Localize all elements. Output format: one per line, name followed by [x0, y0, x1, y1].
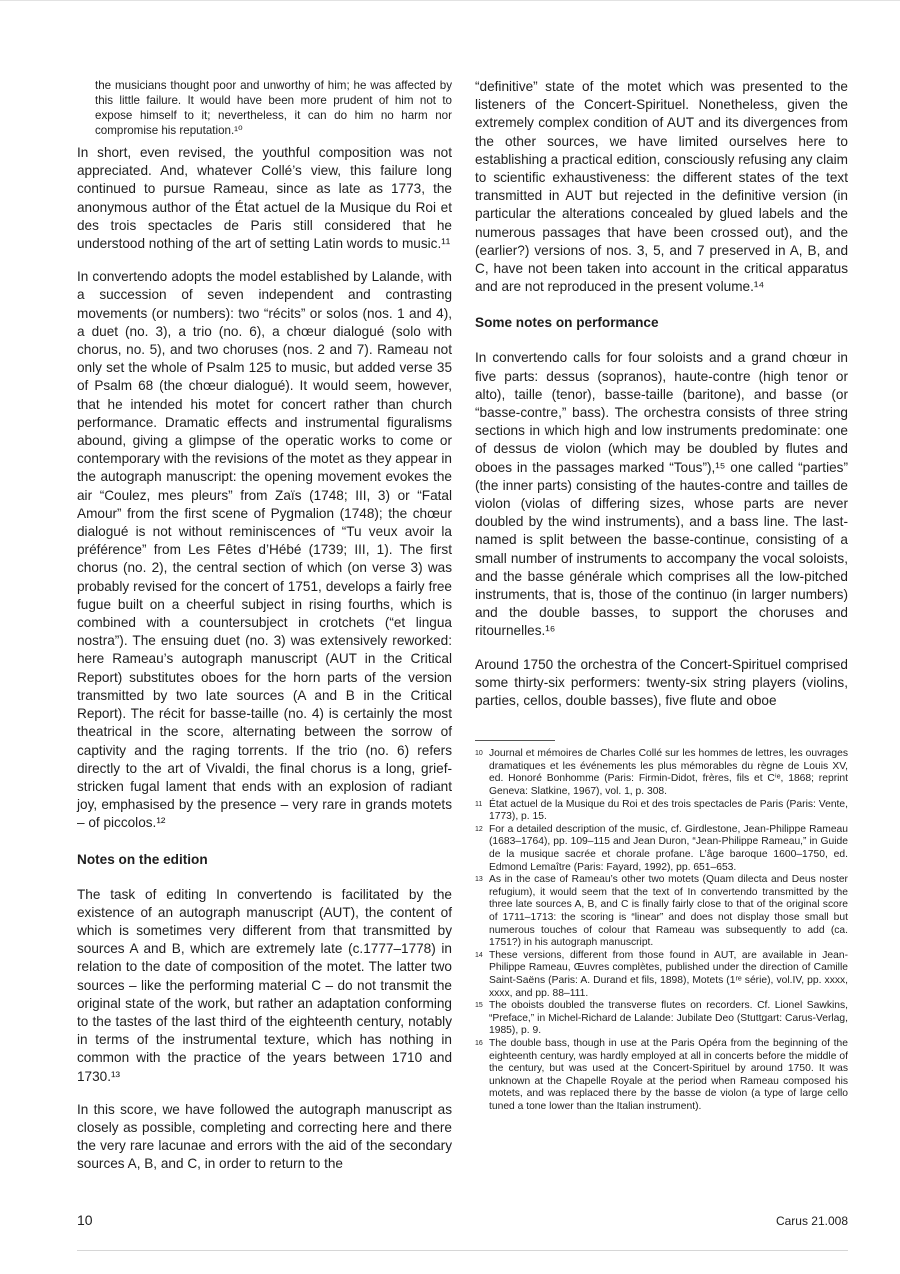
footnote-text: The oboists doubled the transverse flutes on recorders. Cf. Lionel Sawkins, “Preface,” in Michel-Richard de Lalande: Jubilate Deo (Stuttgart: Carus-Verlag, 1985), p. 9. — [489, 1000, 848, 1037]
footnote-text: As in the case of Rameau’s other two motets (Quam dilecta and Deus noster refugium), it would seem that the text of In convertendo transmitted by the three late sources A, B, and C is finally fairly close to that of the original score of 1711–1713: the scoring is “linear” and does not display those small but numerous touches of colour that Rameau was subsequently to add (ca. 1751?) in his autograph manuscript. — [489, 874, 848, 949]
footnote-number: 14 — [475, 951, 483, 959]
page-number: 10 — [77, 1212, 93, 1228]
footnote-text: For a detailed description of the music, cf. Girdlestone, Jean-Philippe Rameau (1683–1764), pp. 109–115 and Jean Duron, “Jean-Philippe Rameau,” in Guide de la musique sacrée et chorale profane. L’âge baroque 1600–1750, ed. Edmond Lemaître (Paris: Fayard, 1992), pp. 651–653. — [489, 823, 848, 873]
paragraph: In this score, we have followed the autograph manuscript as closely as possible, completing and correcting here and there the very rare lacunae and errors with the aid of the secondary sources A, B, and C, in order to return to the — [77, 1101, 452, 1172]
bottom-rule — [77, 1250, 848, 1251]
footnote — [475, 874, 848, 950]
paragraph: Around 1750 the orchestra of the Concert-Spirituel comprised some thirty-six performers: twenty-six string players (violins, parties, cellos, double basses), five flute and oboe — [475, 656, 848, 709]
footnote-number: 16 — [475, 1039, 483, 1047]
paragraph: “definitive” state of the motet which was presented to the listeners of the Concert-Spirituel. Nonetheless, given the extremely complex condition of AUT and its divergences from the other sources, we have limited ourselves here to establishing a practical edition, consciously refusing any claim to scientific exhaustiveness: the different states of the text transmitted in AUT but rejected in the definitive version (in particular the alterations concealed by glued labels and the numerous passages that have been crossed out), and the (earlier?) versions of nos. 3, 5, and 7 preserved in A, B, and C, have not been taken into account in the critical apparatus and are not reproduced in the present volume.¹⁴ — [475, 79, 848, 295]
catalog-number: Carus 21.008 — [775, 1214, 848, 1228]
footnote-text: These versions, different from those found in AUT, are available in Jean-Philippe Rameau, Œuvres complètes, published under the direction of Camille Saint-Saëns (Paris: A. Durand et fils, 1898), Motets (1ʳᵉ série), vol.IV, pp. xxxx, xxxx, and pp. 88–111. — [489, 949, 848, 999]
section-heading: Notes on the edition — [77, 851, 208, 867]
footnote — [475, 748, 848, 798]
footnote-number: 13 — [475, 876, 483, 884]
footnote — [475, 950, 848, 1000]
left-column — [77, 78, 452, 1174]
paragraph: The task of editing In convertendo is facilitated by the existence of an autograph manuscript (AUT), the content of which is sometimes very different from that transmitted by sources A and B, which are extremely late (c.1777–1778) in relation to the date of composition of the motet. The latter two sources – like the performing material C – do not transmit the original state of the work, but rather an adaptation conforming to the tastes of the last third of the eighteenth century, notably in terms of the instrumental texture, which has nothing in common with the practice of the years between 1710 and 1730.¹³ — [77, 886, 452, 1084]
paragraph: In convertendo adopts the model established by Lalande, with a succession of seven independent and contrasting movements (or numbers): two “récits” or solos (nos. 1 and 4), a duet (no. 3), a trio (no. 6), a chœur dialogué (solo with chorus, no. 5), and two choruses (nos. 2 and 7). Rameau not only set the whole of Psalm 125 to music, but added verse 35 of Psalm 68 (the chœur dialogué). It would seem, however, that he intended his motet for concert rather than church performance. Dramatic effects and instrumental figuralisms abound, giving a glimpse of the operatic works to come or contemporary with the revisions of the motet as they appear in the autograph manuscript: the opening movement evokes the air “Coulez, mes pleurs” from Zaïs (1748; III, 3) or “Fatal Amour” from the first scene of Pygmalion (1748); the chœur dialogué is not without reminiscences of “Tu veux avoir la préférence” from Les Fêtes d’Hébé (1739; III, 1). The first chorus (no. 2), the central section of which (on verse 3) was probably revised for the concert of 1751, develops a fairly free fugue built on a cheerful subject in rising fourths, which is combined with a countersubject in crotchets (“et lingua nostra”). The ensuing duet (no. 3) was extensively reworked: here Rameau’s autograph manuscript (AUT in the Critical Report) substitutes oboes for the horn parts of the version transmitted by two late sources (A and B in the Critical Report). The récit for basse-taille (no. 4) is certainly the most theatrical in the score, alternating between the sorrow of captivity and the raging torrents. If the trio (no. 6) refers directly to the art of Vivaldi, the final chorus is a long, grief-stricken fugal lament that ends with an explosion of radiant joy, emphasised by the presence – very rare in grands motets – of piccolos.¹² — [77, 269, 452, 831]
right-column — [475, 78, 848, 1114]
footnote-number: 11 — [475, 800, 483, 808]
footnotes — [475, 748, 848, 1113]
footnote-number: 12 — [475, 825, 483, 833]
footnote — [475, 799, 848, 824]
footnote-number: 15 — [475, 1002, 483, 1010]
footnote — [475, 824, 848, 874]
footnote-text: État actuel de la Musique du Roi et des trois spectacles de Paris (Paris: Vente, 1773), p. 15. — [489, 798, 848, 823]
top-rule — [0, 0, 900, 1]
footnote — [475, 1038, 848, 1114]
footnote-text: Journal et mémoires de Charles Collé sur les hommes de lettres, les ouvrages dramatiques et les événements les plus mémorables du règne de Louis XV, ed. Honoré Bonhomme (Paris: Firmin-Didot, frères, fils et Cⁱᵉ, 1868; reprint Geneva: Slatkine, 1967), vol. 1, p. 308. — [489, 748, 848, 798]
paragraph: In short, even revised, the youthful composition was not appreciated. And, whatever Collé’s view, this failure long continued to pursue Rameau, since as late as 1773, the anonymous author of the État actuel de la Musique du Roi et des trois spectacles de Paris still considered that he understood nothing of the art of setting Latin words to music.¹¹ — [77, 145, 452, 252]
paragraph: In convertendo calls for four soloists and a grand chœur in five parts: dessus (sopranos), haute-contre (high tenor or alto), taille (tenor), basse-taille (baritone), and basse (or “basse-contre,” bass). The orchestra consists of three string sections in which high and low instruments predominate: one of dessus de violon (which may be doubled by flutes and oboes in the passages marked “Tous”),¹⁵ one called “parties” (the inner parts) consisting of the hautes-contre and tailles de violon (violas of differing sizes, whose parts are never doubled by the wind instruments), and a bass line. The last-named is split between the basse-continue, consisting of a small number of instruments to accompany the vocal soloists, and the basse générale which comprises all the low-pitched instruments, that is, those of the continuo (in larger numbers) and the double basses, to support the choruses and ritournelles.¹⁶ — [475, 350, 848, 639]
footnote-number: 10 — [475, 750, 483, 758]
block-quote: the musicians thought poor and unworthy of him; he was affected by this little failure. It would have been more prudent of him not to expose himself to it; nevertheless, it can do him no harm nor compromise his reputation.¹⁰ — [95, 79, 452, 137]
section-heading: Some notes on performance — [475, 315, 659, 331]
footnote-text: The double bass, though in use at the Paris Opéra from the beginning of the eighteenth century, was hardly employed at all in concerts before the middle of the century, but was used at the Concert-Spirituel by around 1750. It was unknown at the Chapelle Royale at the period when Rameau composed his motets, and was replaced there by the basse de violon (a type of large cello tuned a tone lower than the Italian instrument). — [489, 1037, 848, 1112]
footnote — [475, 1000, 848, 1038]
footnote-rule — [475, 740, 555, 741]
